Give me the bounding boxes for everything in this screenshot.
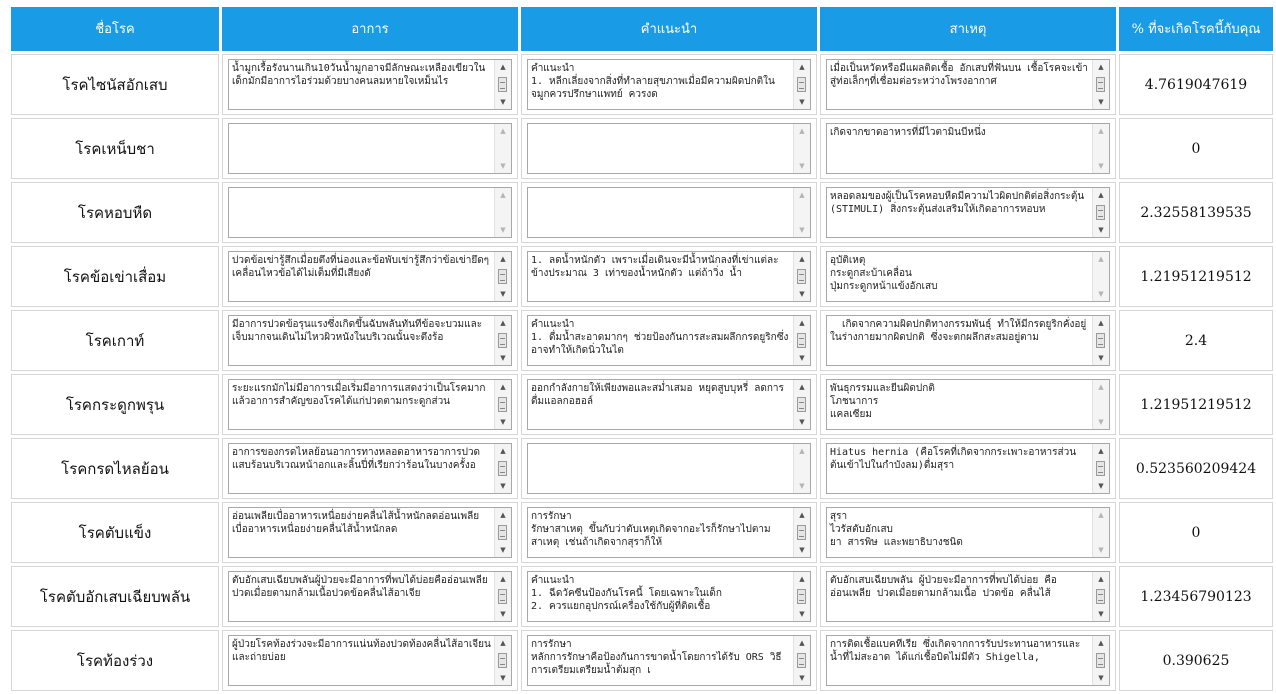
scrollbar[interactable] — [793, 508, 810, 557]
symptom-textarea[interactable] — [228, 251, 512, 302]
cause-textarea[interactable] — [826, 379, 1110, 430]
scrollbar[interactable] — [494, 124, 511, 173]
scroll-up-arrow-icon[interactable]: ▲ — [1098, 639, 1104, 647]
disease-name: โรคตับแข็ง — [11, 502, 219, 563]
advice-cell — [521, 438, 817, 499]
scroll-down-arrow-icon[interactable]: ▼ — [799, 482, 805, 490]
table-row — [11, 54, 1273, 115]
scroll-down-arrow-icon[interactable]: ▼ — [1098, 418, 1104, 426]
cause-cell — [820, 54, 1116, 115]
disease-name: โรคกระดูกพรุน — [11, 374, 219, 435]
scrollbar[interactable] — [1092, 508, 1109, 557]
scroll-down-arrow-icon[interactable]: ▼ — [500, 482, 506, 490]
scroll-down-arrow-icon[interactable]: ▼ — [500, 162, 506, 170]
scrollbar[interactable] — [793, 60, 810, 109]
symptom-text: ตับอักเสบเฉียบพลันผู้ป่วยจะมีอาการที่พบได้บ่อยคืออ่อนเพลียปวดเมื่อยตามกล้ามเนื้อปวดข้อคลื่นไส้อาเจีย — [232, 575, 488, 599]
scroll-thumb-icon[interactable] — [1096, 589, 1105, 604]
scroll-thumb-icon[interactable] — [498, 589, 507, 604]
disease-name: โรคข้อเข่าเสื่อม — [11, 246, 219, 307]
scroll-thumb-icon[interactable] — [498, 461, 507, 476]
symptom-textarea[interactable] — [228, 379, 512, 430]
cause-cell — [820, 182, 1116, 243]
table-row — [11, 118, 1273, 179]
scroll-up-arrow-icon[interactable]: ▲ — [1098, 255, 1104, 263]
cause-cell — [820, 246, 1116, 307]
scrollbar[interactable] — [494, 572, 511, 621]
scrollbar[interactable] — [1092, 444, 1109, 493]
advice-textarea[interactable] — [527, 187, 811, 238]
table-row — [11, 438, 1273, 499]
cause-textarea[interactable] — [826, 123, 1110, 174]
cause-cell — [820, 438, 1116, 499]
advice-cell — [521, 118, 817, 179]
scrollbar[interactable] — [793, 572, 810, 621]
scroll-thumb-icon[interactable] — [1096, 461, 1105, 476]
header-advice: คำแนะนำ — [521, 7, 817, 51]
symptom-textarea[interactable] — [228, 123, 512, 174]
scroll-up-arrow-icon[interactable]: ▲ — [500, 575, 506, 583]
scrollbar[interactable] — [494, 60, 511, 109]
symptom-cell — [222, 438, 518, 499]
advice-cell — [521, 630, 817, 691]
scroll-up-arrow-icon[interactable]: ▲ — [799, 639, 805, 647]
scroll-down-arrow-icon[interactable]: ▼ — [500, 610, 506, 618]
disease-table — [8, 4, 1276, 694]
scrollbar[interactable] — [1092, 636, 1109, 685]
scrollbar[interactable] — [494, 444, 511, 493]
scroll-up-arrow-icon[interactable]: ▲ — [1098, 575, 1104, 583]
scroll-thumb-icon[interactable] — [498, 653, 507, 668]
scroll-down-arrow-icon[interactable]: ▼ — [500, 546, 506, 554]
percent-value: 1.21951219512 — [1119, 374, 1273, 435]
symptom-textarea[interactable] — [228, 187, 512, 238]
cause-text: เกิดจากขาดอาหารที่มีไวตามินบีหนึ่ง — [830, 127, 986, 138]
cause-textarea[interactable] — [826, 507, 1110, 558]
scroll-up-arrow-icon[interactable]: ▲ — [1098, 447, 1104, 455]
scroll-down-arrow-icon[interactable]: ▼ — [500, 226, 506, 234]
symptom-cell — [222, 310, 518, 371]
scroll-up-arrow-icon[interactable]: ▲ — [799, 575, 805, 583]
percent-value: 2.32558139535 — [1119, 182, 1273, 243]
scroll-down-arrow-icon[interactable]: ▼ — [500, 354, 506, 362]
table-row — [11, 182, 1273, 243]
cause-text: สุรา ไวรัสตับอักเสบ ยา สารพิษ และพยาธิบางชนิด — [830, 511, 963, 548]
scrollbar[interactable] — [1092, 124, 1109, 173]
advice-textarea[interactable] — [527, 443, 811, 494]
table-row — [11, 566, 1273, 627]
scroll-down-arrow-icon[interactable]: ▼ — [799, 418, 805, 426]
scroll-up-arrow-icon[interactable]: ▲ — [799, 319, 805, 327]
scroll-thumb-icon[interactable] — [498, 269, 507, 284]
disease-name: โรคกรดไหลย้อน — [11, 438, 219, 499]
advice-text: คำแนะนำ 1. ดื่มน้ำสะอาดมากๆ ช่วยป้องกันการสะสมผลึกกรดยูริกซึ่งอาจทำให้เกิดนิ่วในไต — [531, 319, 789, 356]
cause-text: ตับอักเสบเฉียบพลัน ผู้ป่วยจะมีอาการที่พบได้บ่อย คือ อ่อนเพลีย ปวดเมื่อยตามกล้ามเนื้อ ปวดข้อ คลื่นไส้ — [830, 575, 1063, 599]
cause-textarea[interactable] — [826, 315, 1110, 366]
scroll-down-arrow-icon[interactable]: ▼ — [799, 290, 805, 298]
symptom-text — [232, 190, 491, 237]
scroll-down-arrow-icon[interactable]: ▼ — [799, 610, 805, 618]
symptom-cell — [222, 246, 518, 307]
symptom-textarea[interactable] — [228, 315, 512, 366]
scrollbar[interactable] — [1092, 316, 1109, 365]
header-cause: สาเหตุ — [820, 7, 1116, 51]
percent-value: 1.21951219512 — [1119, 246, 1273, 307]
table-row — [11, 246, 1273, 307]
advice-text: คำแนะนำ 1. ฉีดวัคซีนป้องกันโรคนี้ โดยเฉพาะในเด็ก 2. ควรแยกอุปกรณ์เครื่องใช้กับผู้ที่ติดเชื้อ — [531, 575, 722, 612]
disease-name: โรคเกาท์ — [11, 310, 219, 371]
table-row — [11, 374, 1273, 435]
scroll-down-arrow-icon[interactable]: ▼ — [799, 546, 805, 554]
scroll-up-arrow-icon[interactable]: ▲ — [1098, 319, 1104, 327]
percent-value: 2.4 — [1119, 310, 1273, 371]
scroll-thumb-icon[interactable] — [498, 525, 507, 540]
scroll-up-arrow-icon[interactable]: ▲ — [1098, 383, 1104, 391]
advice-cell — [521, 566, 817, 627]
percent-value: 4.7619047619 — [1119, 54, 1273, 115]
cause-text: หลอดลมของผู้เป็นโรคหอบหืดมีความไวผิดปกติต่อสิ่งกระตุ้น (STIMULI) สิ่งกระตุ้นส่งเสริมให้เกิดอาการหอบห — [830, 191, 1091, 215]
advice-textarea[interactable] — [527, 251, 811, 302]
scroll-up-arrow-icon[interactable]: ▲ — [500, 639, 506, 647]
cause-text: เกิดจากความผิดปกติทางกรรมพันธุ์ ทำให้มีกรดยูริกคั่งอยู่ในร่างกายมากผิดปกติ ซึ่งจะตกผลึกสะสมอยู่ตาม — [830, 319, 1087, 343]
scroll-up-arrow-icon[interactable]: ▲ — [500, 319, 506, 327]
scroll-thumb-icon[interactable] — [797, 525, 806, 540]
symptom-text: อาการของกรดไหลย้อนอาการทางหลอดอาหารอาการปวดแสบร้อนบริเวณหน้าอกและลิ้นปี่ที่เรียกว่าร้อนในบางครั้งอ — [232, 447, 481, 471]
symptom-text: น้ำมูกเรื้อรังนานเกิน10วันน้ำมูกอาจมีลักษณะเหลืองเขียวในเด็กมักมีอาการไอร่วมด้วยบางคนลมหายใจเหม็นไร — [232, 63, 486, 87]
symptom-textarea[interactable] — [228, 571, 512, 622]
scroll-up-arrow-icon[interactable]: ▲ — [500, 383, 506, 391]
scroll-down-arrow-icon[interactable]: ▼ — [1098, 482, 1104, 490]
scrollbar[interactable] — [494, 508, 511, 557]
symptom-cell — [222, 566, 518, 627]
advice-textarea[interactable] — [527, 59, 811, 110]
percent-value: 0 — [1119, 118, 1273, 179]
advice-text — [531, 126, 790, 173]
cause-cell — [820, 502, 1116, 563]
cause-cell — [820, 566, 1116, 627]
advice-textarea[interactable] — [527, 507, 811, 558]
cause-text: Hiatus hernia (คือโรคที่เกิดจากกระเพาะอาหารส่วนต้นเข้าไปในกำบังลม)ดื่มสุรา — [830, 447, 1077, 471]
table-row — [11, 630, 1273, 691]
advice-text: การรักษา รักษาสาเหตุ ขึ้นกับว่าตับเหตุเกิดจากอะไรก็รักษาไปตามสาเหตุ เช่นถ้าเกิดจากสุราก็ให้ — [531, 511, 771, 548]
scroll-thumb-icon[interactable] — [797, 77, 806, 92]
header-percent: % ที่จะเกิดโรคนี้กับคุณ — [1119, 7, 1273, 51]
scrollbar[interactable] — [793, 636, 810, 685]
table-body — [11, 54, 1273, 691]
advice-cell — [521, 310, 817, 371]
symptom-textarea[interactable] — [228, 507, 512, 558]
symptom-cell — [222, 374, 518, 435]
header-symptom: อาการ — [222, 7, 518, 51]
scrollbar[interactable] — [1092, 60, 1109, 109]
advice-textarea[interactable] — [527, 123, 811, 174]
advice-cell — [521, 182, 817, 243]
scroll-up-arrow-icon[interactable]: ▲ — [799, 191, 805, 199]
cause-text: เมื่อเป็นหวัดหรือมีแผลติดเชื้อ อักเสบที่ฟันบน เชื้อโรคจะเข้าสู่ท่อเล็กๆที่เชื่อมต่อระหว่างโพรงอากาศ — [830, 63, 1088, 87]
scroll-up-arrow-icon[interactable]: ▲ — [799, 127, 805, 135]
disease-name: โรคไซนัสอักเสบ — [11, 54, 219, 115]
scroll-thumb-icon[interactable] — [498, 397, 507, 412]
scroll-down-arrow-icon[interactable]: ▼ — [799, 674, 805, 682]
advice-text: คำแนะนำ 1. หลีกเลี่ยงจากสิ่งที่ทำลายสุขภาพเมื่อมีความผิดปกติในจมูกควรปรึกษาแพทย์ ควรงด — [531, 63, 775, 100]
scroll-down-arrow-icon[interactable]: ▼ — [1098, 290, 1104, 298]
advice-cell — [521, 374, 817, 435]
scroll-thumb-icon[interactable] — [1096, 77, 1105, 92]
scrollbar[interactable] — [793, 316, 810, 365]
advice-text — [531, 446, 790, 493]
disease-name: โรคเหน็บชา — [11, 118, 219, 179]
scroll-down-arrow-icon[interactable]: ▼ — [500, 418, 506, 426]
scroll-down-arrow-icon[interactable]: ▼ — [1098, 610, 1104, 618]
table-header-row — [11, 7, 1273, 51]
header-disease-name: ชื่อโรค — [11, 7, 219, 51]
symptom-text — [232, 126, 491, 173]
symptom-text: มีอาการปวดข้อรุนแรงซึ่งเกิดขึ้นฉับพลันทันทีข้อจะบวมและเจ็บมากจนเดินไม่ไหวผิวหนังในบริเวณนั้นจะตึงร้อ — [232, 319, 483, 343]
scroll-down-arrow-icon[interactable]: ▼ — [1098, 546, 1104, 554]
scroll-down-arrow-icon[interactable]: ▼ — [1098, 354, 1104, 362]
scroll-thumb-icon[interactable] — [1096, 333, 1105, 348]
symptom-textarea[interactable] — [228, 59, 512, 110]
advice-text: 1. ลดน้ำหนักตัว เพราะเมื่อเดินจะมีน้ำหนักลงที่เข่าแต่ละข้างประมาณ 3 เท่าของน้ำหนักตัว แต่ถ้าวิ่ง น้ำ — [531, 255, 779, 279]
scroll-thumb-icon[interactable] — [1096, 653, 1105, 668]
symptom-textarea[interactable] — [228, 635, 512, 686]
scroll-up-arrow-icon[interactable]: ▲ — [500, 447, 506, 455]
percent-value: 0.390625 — [1119, 630, 1273, 691]
scrollbar[interactable] — [793, 124, 810, 173]
scroll-thumb-icon[interactable] — [797, 589, 806, 604]
advice-textarea[interactable] — [527, 635, 811, 686]
symptom-text: ผู้ป่วยโรคท้องร่วงจะมีอาการแน่นท้องปวดท้องคลื่นไส้อาเจียนและถ่ายบ่อย — [232, 639, 491, 663]
symptom-cell — [222, 502, 518, 563]
advice-cell — [521, 54, 817, 115]
scroll-down-arrow-icon[interactable]: ▼ — [799, 98, 805, 106]
scroll-up-arrow-icon[interactable]: ▲ — [799, 63, 805, 71]
advice-cell — [521, 502, 817, 563]
cause-text: การติดเชื้อแบคทีเรีย ซึ่งเกิดจากการรับประทานอาหารและน้ำที่ไม่สะอาด ได้แก่เชื้อบิดไม่มีตัว Shigella, — [830, 639, 1081, 663]
symptom-text: ระยะแรกมักไม่มีอาการเมื่อเริ่มมีอาการแสดงว่าเป็นโรคมากแล้วอาการสำคัญของโรคได้แก่ปวดตามกระดูกส่วน — [232, 383, 486, 407]
scroll-down-arrow-icon[interactable]: ▼ — [1098, 162, 1104, 170]
advice-text — [531, 190, 790, 237]
scroll-down-arrow-icon[interactable]: ▼ — [799, 354, 805, 362]
disease-name: โรคหอบหืด — [11, 182, 219, 243]
scroll-down-arrow-icon[interactable]: ▼ — [500, 290, 506, 298]
advice-text: ออกกำลังกายให้เพียงพอและสม่ำเสมอ หยุดสูบบุหรี่ ลดการดื่มแอลกอฮอล์ — [531, 383, 784, 407]
symptom-cell — [222, 54, 518, 115]
scrollbar[interactable] — [793, 188, 810, 237]
cause-cell — [820, 310, 1116, 371]
cause-cell — [820, 630, 1116, 691]
symptom-cell — [222, 118, 518, 179]
cause-textarea[interactable] — [826, 59, 1110, 110]
scroll-up-arrow-icon[interactable]: ▲ — [799, 383, 805, 391]
scroll-up-arrow-icon[interactable]: ▲ — [500, 63, 506, 71]
scroll-down-arrow-icon[interactable]: ▼ — [1098, 98, 1104, 106]
scroll-up-arrow-icon[interactable]: ▲ — [799, 511, 805, 519]
scroll-thumb-icon[interactable] — [498, 77, 507, 92]
advice-textarea[interactable] — [527, 379, 811, 430]
cause-cell — [820, 374, 1116, 435]
scroll-down-arrow-icon[interactable]: ▼ — [500, 674, 506, 682]
cause-text: พันธุกรรมและยีนผิดปกติ โภชนาการ แคลเซียม — [830, 383, 935, 420]
cause-textarea[interactable] — [826, 443, 1110, 494]
scrollbar[interactable] — [793, 444, 810, 493]
scroll-up-arrow-icon[interactable]: ▲ — [1098, 191, 1104, 199]
scroll-down-arrow-icon[interactable]: ▼ — [1098, 674, 1104, 682]
symptom-text: อ่อนเพลียเบื่ออาหารเหนื่อยง่ายคลื่นไส้น้ำหนักลดอ่อนเพลียเบื่ออาหารเหนื่อยง่ายคลื่นไส้น้ำหนักลด — [232, 511, 480, 535]
scroll-thumb-icon[interactable] — [498, 333, 507, 348]
table-row — [11, 502, 1273, 563]
cause-textarea[interactable] — [826, 635, 1110, 686]
scrollbar[interactable] — [793, 252, 810, 301]
symptom-cell — [222, 182, 518, 243]
scroll-down-arrow-icon[interactable]: ▼ — [799, 226, 805, 234]
scrollbar[interactable] — [494, 380, 511, 429]
scroll-thumb-icon[interactable] — [797, 653, 806, 668]
symptom-text: ปวดข้อเข่ารู้สึกเมื่อยตึงที่น่องและข้อพับเข่ารู้สึกว่าข้อเข่ายึดๆเคลื่อนไหวข้อได้ไม่เต็มที่มีเสียงดั — [232, 255, 490, 279]
scroll-up-arrow-icon[interactable]: ▲ — [1098, 511, 1104, 519]
scroll-up-arrow-icon[interactable]: ▲ — [500, 191, 506, 199]
cause-textarea[interactable] — [826, 571, 1110, 622]
cause-textarea[interactable] — [826, 251, 1110, 302]
scroll-thumb-icon[interactable] — [1096, 205, 1105, 220]
advice-textarea[interactable] — [527, 315, 811, 366]
percent-value: 1.23456790123 — [1119, 566, 1273, 627]
scroll-up-arrow-icon[interactable]: ▲ — [1098, 127, 1104, 135]
scroll-up-arrow-icon[interactable]: ▲ — [1098, 63, 1104, 71]
symptom-textarea[interactable] — [228, 443, 512, 494]
percent-value: 0.523560209424 — [1119, 438, 1273, 499]
scroll-thumb-icon[interactable] — [797, 269, 806, 284]
advice-cell — [521, 246, 817, 307]
scroll-thumb-icon[interactable] — [797, 397, 806, 412]
scroll-up-arrow-icon[interactable]: ▲ — [500, 127, 506, 135]
scrollbar[interactable] — [494, 316, 511, 365]
scroll-down-arrow-icon[interactable]: ▼ — [500, 98, 506, 106]
scrollbar[interactable] — [1092, 188, 1109, 237]
scrollbar[interactable] — [494, 188, 511, 237]
table-row — [11, 310, 1273, 371]
disease-name: โรคตับอักเสบเฉียบพลัน — [11, 566, 219, 627]
advice-textarea[interactable] — [527, 571, 811, 622]
scroll-up-arrow-icon[interactable]: ▲ — [500, 255, 506, 263]
scrollbar[interactable] — [1092, 252, 1109, 301]
disease-name: โรคท้องร่วง — [11, 630, 219, 691]
scrollbar[interactable] — [793, 380, 810, 429]
scroll-up-arrow-icon[interactable]: ▲ — [799, 447, 805, 455]
scroll-up-arrow-icon[interactable]: ▲ — [799, 255, 805, 263]
scroll-down-arrow-icon[interactable]: ▼ — [799, 162, 805, 170]
cause-text: อุบัติเหตุ กระดูกสะบ้าเคลื่อน ปุ่มกระดูกหน้าแข้งอักเสบ — [830, 255, 938, 292]
scrollbar[interactable] — [494, 636, 511, 685]
symptom-cell — [222, 630, 518, 691]
percent-value: 0 — [1119, 502, 1273, 563]
cause-cell — [820, 118, 1116, 179]
scrollbar[interactable] — [1092, 572, 1109, 621]
scroll-thumb-icon[interactable] — [797, 333, 806, 348]
cause-textarea[interactable] — [826, 187, 1110, 238]
scroll-down-arrow-icon[interactable]: ▼ — [1098, 226, 1104, 234]
advice-text: การรักษา หลักการรักษาคือป้องกันการขาดน้ำโดยการได้รับ ORS วิธีการเตรียมเตรียมน้ำต้มสุก เ — [531, 639, 782, 676]
scrollbar[interactable] — [494, 252, 511, 301]
scrollbar[interactable] — [1092, 380, 1109, 429]
scroll-up-arrow-icon[interactable]: ▲ — [500, 511, 506, 519]
